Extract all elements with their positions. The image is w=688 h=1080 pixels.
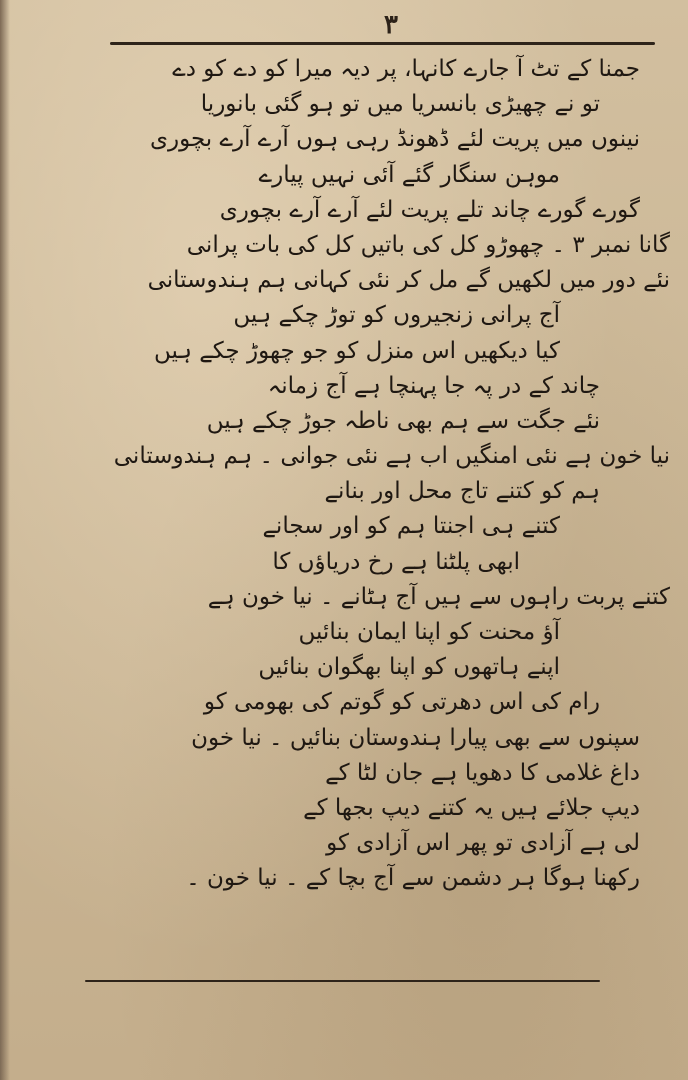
top-divider — [110, 42, 655, 45]
text-line: نینوں میں پریت لئے ڈھونڈ رہی ہوں آرے آرے بچوری — [149, 126, 640, 153]
text-line: جمنا کے تٹ آ جارے کانہا، پر دیہ میرا کو دے کو دے — [172, 56, 640, 82]
text-line: لی ہے آزادی تو پھر اس آزادی کو — [326, 830, 640, 857]
text-line: گورے گورے چاند تلے پریت لئے آرے آرے بچوری — [219, 196, 640, 223]
text-line: داغ غلامی کا دھویا ہے جان لٹا کے — [325, 759, 640, 786]
page-number: ۳ — [384, 10, 398, 40]
lyrics-text — [70, 52, 670, 897]
text-line: نئے جگت سے ہم بھی ناطہ جوڑ چکے ہیں — [206, 407, 600, 434]
text-line: تو نے چھیڑی بانسریا میں تو ہو گئی بانوریا — [200, 91, 600, 118]
text-line: آؤ محنت کو اپنا ایمان بنائیں — [298, 619, 560, 645]
text-line: کتنے پربت راہوں سے ہیں آج ہٹانے ۔ نیا خون ہے — [207, 583, 670, 610]
text-line: موہن سنگار گئے آئی نہیں پیارے — [258, 161, 560, 188]
text-line: نیا خون ہے نئی امنگیں اب ہے نئی جوانی ۔ ہم ہندوستانی — [113, 443, 670, 470]
text-line: کتنے ہی اجنتا ہم کو اور سجانے — [262, 513, 560, 540]
text-line: کیا دیکھیں اس منزل کو جو چھوڑ چکے ہیں — [154, 337, 560, 364]
text-line: رام کی اس دھرتی کو گوتم کی بھومی کو — [203, 689, 600, 716]
text-line: ہم کو کتنے تاج محل اور بنانے — [324, 478, 600, 505]
text-line: دیپ جلائے ہیں یہ کتنے دیپ بجھا کے — [303, 794, 640, 821]
bottom-divider — [85, 980, 600, 982]
text-line: سپنوں سے بھی پیارا ہندوستان بنائیں ۔ نیا خون — [191, 724, 640, 751]
text-line: اپنے ہاتھوں کو اپنا بھگوان بنائیں — [258, 654, 560, 681]
text-line: گانا نمبر ۳ ۔ چھوڑو کل کی باتیں کل کی بات پرانی — [186, 231, 670, 258]
text-line: رکھنا ہوگا ہر دشمن سے آج بچا کے ۔ نیا خون ۔ — [186, 865, 640, 892]
text-line: آج پرانی زنجیروں کو توڑ چکے ہیں — [233, 302, 560, 329]
text-line: نئے دور میں لکھیں گے مل کر نئی کہانی ہم ہندوستانی — [147, 267, 670, 294]
text-line: چاند کے در پہ جا پہنچا ہے آج زمانہ — [267, 372, 600, 399]
text-line: ابھی پلٹنا ہے رخ دریاؤں کا — [272, 548, 520, 575]
